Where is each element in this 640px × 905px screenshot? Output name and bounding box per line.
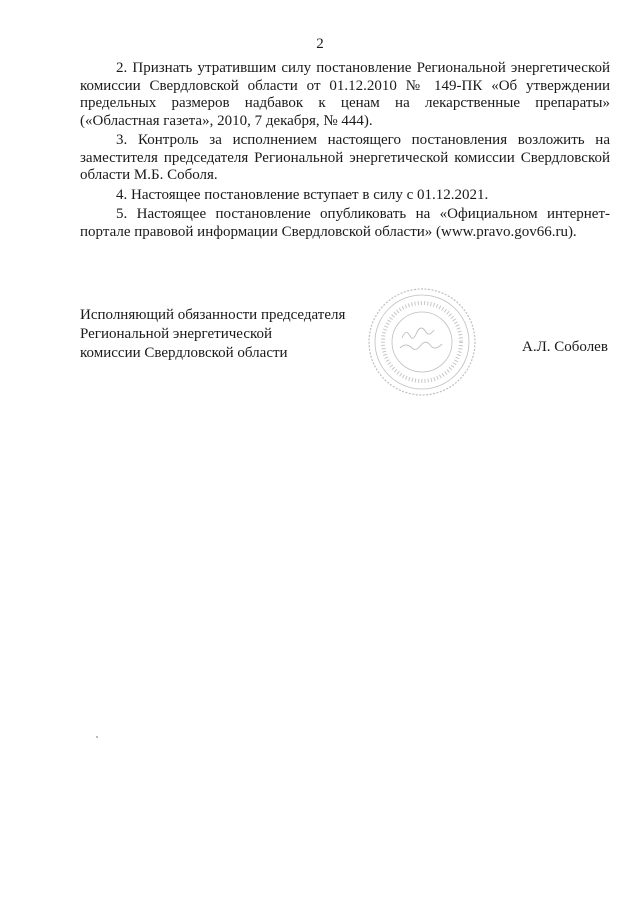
signer-name: А.Л. Соболев <box>522 339 608 355</box>
signer-title-line-2: Региональной энергетической <box>80 326 273 342</box>
page-number: 2 <box>316 36 324 52</box>
paragraph-2: 2. Признать утратившим силу постановление Региональной энергетической комиссии Свердловской области от 01.12.2010 № 149-ПК «Об утверждении предельных размеров надбавок к ценам на лекарственные препараты» («Областная газета», 2010, 7 декабря, № 444). <box>80 60 610 129</box>
paragraph-3: 3. Контроль за исполнением настоящего постановления возложить на заместителя председателя Региональной энергетической комиссии Свердловской области М.Б. Соболя. <box>80 132 610 183</box>
document-body <box>80 60 610 243</box>
paragraph-4: 4. Настоящее постановление вступает в силу с 01.12.2021. <box>116 186 489 203</box>
official-seal-stamp <box>366 286 478 398</box>
signature-scribble <box>402 328 434 338</box>
signer-title-line-3: комиссии Свердловской области <box>80 345 288 361</box>
signer-title-line-1: Исполняющий обязанности председателя <box>80 307 346 323</box>
signer-title <box>80 306 360 363</box>
scan-speck <box>96 736 98 738</box>
paragraph-5: 5. Настоящее постановление опубликовать на «Официальном интернет-портале правовой информации Свердловской области» (www.pravo.gov66.ru). <box>80 206 610 240</box>
